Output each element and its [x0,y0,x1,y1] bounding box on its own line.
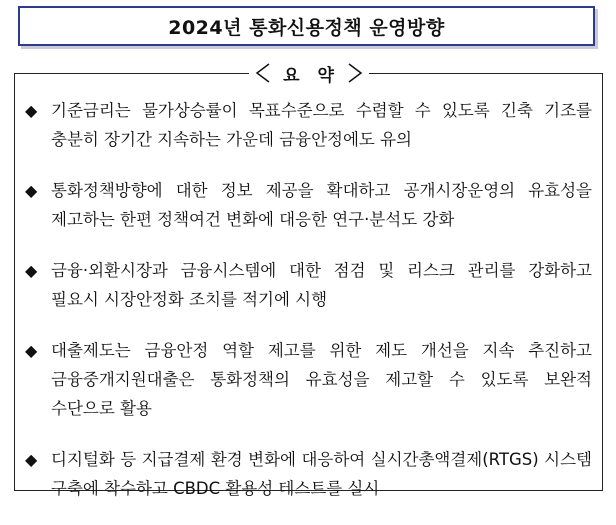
diamond-bullet-icon: ◆ [25,261,38,280]
diamond-bullet-icon: ◆ [25,181,38,200]
list-item [25,96,592,154]
list-item [25,445,592,503]
title-box [18,6,595,46]
summary-label-text: 요 약 [283,65,340,86]
list-item-text: 기준금리는 물가상승률이 목표수준으로 수렴할 수 있도록 긴축 기조를 충분히 장기간 지속하는 가운데 금융안정에도 유의 [51,101,592,149]
diamond-bullet-icon: ◆ [25,450,38,469]
list-item-text: 통화정책방향에 대한 정보 제공을 확대하고 공개시장운영의 유효성을 제고하는 한편 정책여건 변화에 대응한 연구·분석도 강화 [51,181,592,229]
list-item-text: 대출제도는 금융안정 역할 제고를 위한 제도 개선을 지속 추진하고 금융중개지원대출은 통화정책의 유효성을 제고할 수 있도록 보완적 수단으로 활용 [51,341,592,418]
summary-items [25,96,592,525]
list-item [25,176,592,234]
list-item [25,256,592,314]
list-item [25,336,592,423]
page-title: 2024년 통화신용정책 운영방향 [168,16,445,39]
summary-label [249,61,369,85]
list-item-text: 디지털화 등 지급결제 환경 변화에 대응하여 실시간총액결제(RTGS) 시스템 구축에 착수하고 CBDC 활용성 테스트를 실시 [51,450,592,498]
summary-box [14,65,603,498]
list-item-text: 금융·외환시장과 금융시스템에 대한 점검 및 리스크 관리를 강화하고 필요시 시장안정화 조치를 적기에 시행 [51,261,592,309]
diamond-bullet-icon: ◆ [25,101,38,120]
diamond-bullet-icon: ◆ [25,341,38,360]
